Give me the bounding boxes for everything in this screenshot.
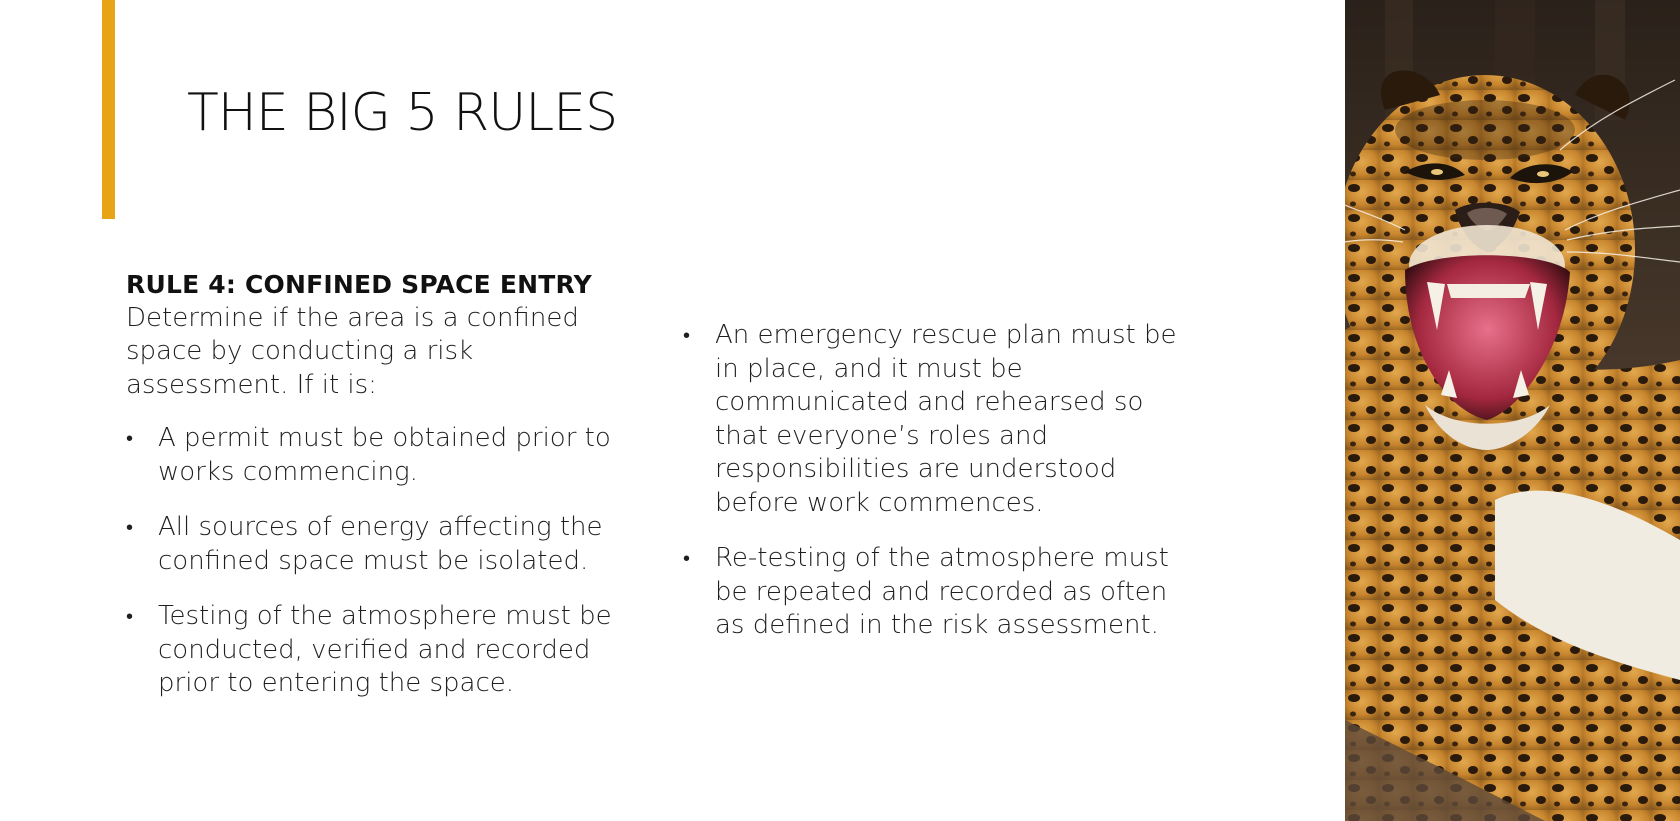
title-accent-bar	[102, 0, 115, 219]
bullet-item	[683, 542, 1183, 643]
rule-bullet-list-left	[126, 422, 626, 701]
bullet-text: A permit must be obtained prior to works commencing.	[158, 423, 611, 487]
rule-bullet-list-right	[683, 319, 1183, 643]
bullet-icon: •	[126, 604, 134, 628]
rule-content-left	[126, 268, 626, 723]
snarling-leopard-image	[1345, 0, 1680, 821]
rule-heading: RULE 4: CONFINED SPACE ENTRY	[126, 270, 592, 299]
leopard-photo	[1345, 0, 1680, 821]
bullet-text: All sources of energy affecting the confined space must be isolated.	[158, 512, 603, 576]
rule-content-right	[683, 319, 1183, 665]
bullet-item	[126, 511, 626, 578]
bullet-item	[683, 319, 1183, 520]
bullet-icon: •	[126, 426, 134, 450]
bullet-text: Re-testing of the atmosphere must be repeated and recorded as often as defined in the risk assessment.	[715, 543, 1169, 640]
bullet-icon: •	[683, 546, 691, 570]
bullet-item	[126, 422, 626, 489]
bullet-text: An emergency rescue plan must be in place, and it must be communicated and rehearsed so that everyone’s roles and responsibilities are understood before work commences.	[715, 320, 1177, 518]
bullet-icon: •	[683, 323, 691, 347]
rule-intro: Determine if the area is a confined space by conducting a risk assessment. If it is:	[126, 302, 579, 400]
slide-title: THE BIG 5 RULES	[187, 83, 618, 143]
bullet-item	[126, 600, 626, 701]
bullet-icon: •	[126, 515, 134, 539]
bullet-text: Testing of the atmosphere must be conducted, verified and recorded prior to entering the space.	[158, 601, 612, 698]
